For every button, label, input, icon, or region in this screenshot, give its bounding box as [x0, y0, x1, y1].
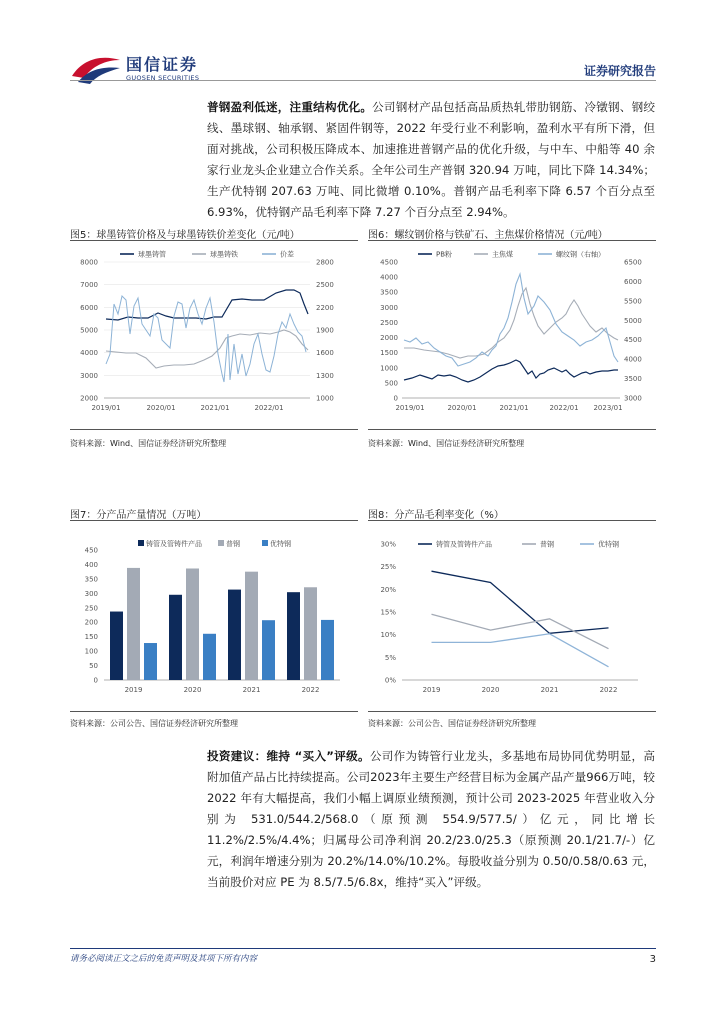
- fig6-series-coking-coal: [404, 288, 618, 358]
- fig7-bar: [228, 590, 241, 680]
- fig6-legend: [418, 250, 605, 259]
- fig7-y-tick: 400: [84, 560, 98, 569]
- fig7-bar: [262, 620, 275, 680]
- fig5-legend: [120, 250, 294, 259]
- fig8-chart: [368, 526, 656, 706]
- fig5-yr-tick: 2500: [316, 281, 334, 290]
- footer-divider: [70, 948, 656, 949]
- fig6-yl-tick: 2500: [380, 318, 398, 327]
- fig5-chart: [70, 244, 358, 424]
- fig7-y-tick: 450: [84, 546, 98, 555]
- fig7-legend-label: 优特钢: [270, 540, 291, 548]
- fig6-x-tick: 2023/01: [593, 404, 623, 412]
- fig6-yr-tick: 3000: [624, 394, 642, 403]
- fig8-y-tick: 20%: [380, 585, 396, 594]
- fig7-bottom-rule: [70, 711, 358, 712]
- fig7-y-tick: 150: [84, 633, 98, 642]
- logo-chinese-name: 国信证券: [126, 55, 199, 74]
- fig8-title: 图8：分产品毛利率变化（%）: [368, 510, 504, 521]
- fig5-yl-tick: 6000: [80, 303, 98, 312]
- fig7-bar: [203, 634, 216, 680]
- fig8-x-tick: 2022: [599, 686, 618, 694]
- fig8-y-tick: 0%: [384, 676, 396, 685]
- fig6-yl-tick: 500: [384, 379, 398, 388]
- fig6-yr-tick: 4000: [624, 355, 642, 364]
- paragraph-steel-profit: [207, 97, 655, 223]
- fig5-source: 资料来源：Wind、国信证券经济研究所整理: [70, 439, 227, 448]
- paragraph-lead: 投资建议：维持 “买入”评级。: [207, 749, 370, 763]
- fig5-series-spread: [106, 296, 306, 382]
- fig8-bottom-rule: [368, 711, 656, 712]
- paragraph-lead: 普钢盈利低迷，注重结构优化。: [207, 100, 373, 114]
- fig7-bar: [287, 592, 300, 680]
- fig6-yl-tick: 4500: [380, 258, 398, 267]
- fig6-yl-tick: 1000: [380, 364, 398, 373]
- fig6-x-tick: 2022/01: [549, 404, 579, 412]
- fig6-yl-tick: 4000: [380, 273, 398, 282]
- fig5-yl-tick: 5000: [80, 326, 98, 335]
- fig5-x-tick: 2022/01: [254, 404, 284, 412]
- fig5-yr-tick: 1000: [316, 394, 334, 403]
- fig5-yl-tick: 4000: [80, 349, 98, 358]
- fig6-top-rule: [368, 240, 656, 241]
- fig8-source: 资料来源：公司公告、国信证券经济研究所整理: [368, 719, 536, 728]
- paragraph-body: 公司作为铸管行业龙头，多基地布局协同优势明显，高附加值产品占比持续提高。公司2023年主要生产经营目标为金属产品产量966万吨，较 2022 年有大幅提高，我们小幅上调原业绩预测，预计公司 2023-2025 年营业收入分别为 531.0/544.2/568.0（原预测 554.9/577.5/）亿元，同比增长 11.2%/2.5%/4.4%；归属母公司净利润 20.2/23.0/25.3（原预测 20.1/21.7/-）亿元，利润年增速分别为 20.2%/14.0%/10.2%。每股收益分别为 0.50/0.58/0.63 元，当前股价对应 PE 为 8.5/7.5/6.8x，维持“买入”评级。: [207, 749, 655, 889]
- fig8-top-rule: [368, 520, 656, 521]
- fig6-yr-tick: 4500: [624, 336, 642, 345]
- fig6-chart: [368, 244, 656, 424]
- report-type-label: 证券研究报告: [583, 64, 656, 78]
- fig6-yr-tick: 5500: [624, 297, 642, 306]
- fig5-legend-label: 价差: [280, 250, 294, 259]
- fig7-y-tick: 300: [84, 589, 98, 598]
- fig8-x-tick: 2020: [481, 686, 500, 694]
- fig7-legend-swatch: [138, 540, 144, 546]
- fig7-legend-label: 普钢: [226, 540, 240, 548]
- fig8-y-tick: 25%: [380, 563, 396, 572]
- fig5-yr-tick: 2800: [316, 258, 334, 267]
- fig5-yr-tick: 1900: [316, 326, 334, 335]
- fig5-x-tick: 2019/01: [91, 404, 121, 412]
- fig6-legend-label: 主焦煤: [492, 250, 513, 259]
- fig7-y-tick: 100: [84, 647, 98, 656]
- fig7-bar: [110, 612, 123, 680]
- fig6-yr-tick: 5000: [624, 316, 642, 325]
- fig5-yl-tick: 8000: [80, 258, 98, 267]
- fig6-yr-tick: 6500: [624, 258, 642, 267]
- fig8-series-line: [432, 634, 609, 667]
- fig7-top-rule: [70, 520, 358, 521]
- fig5-yl-tick: 2000: [80, 394, 98, 403]
- fig8-legend-label: 优特钢: [598, 540, 619, 549]
- fig7-title: 图7：分产品产量情况（万吨）: [70, 510, 207, 521]
- fig5-x-tick: 2020/01: [146, 404, 176, 412]
- fig7-bar: [321, 620, 334, 680]
- fig7-bar: [245, 572, 258, 680]
- fig7-source: 资料来源：公司公告、国信证券经济研究所整理: [70, 719, 238, 728]
- fig5-top-rule: [70, 240, 358, 241]
- fig8-y-tick: 15%: [380, 608, 396, 617]
- fig5-yr-tick: 1600: [316, 349, 334, 358]
- fig6-yl-tick: 0: [393, 394, 398, 403]
- fig8-legend-label: 普钢: [540, 540, 554, 549]
- fig7-y-tick: 0: [93, 676, 98, 685]
- header-divider: [70, 80, 656, 81]
- fig8-y-tick: 10%: [380, 631, 396, 640]
- fig8-legend-label: 铸管及管铸件产品: [436, 540, 492, 549]
- fig7-legend-swatch: [262, 540, 268, 546]
- fig8-series-line: [432, 614, 609, 648]
- fig5-yr-tick: 1300: [316, 371, 334, 380]
- fig7-legend-label: 铸管及管铸件产品: [146, 540, 202, 548]
- fig7-legend-swatch: [218, 540, 224, 546]
- fig6-x-tick: 2021/01: [499, 404, 529, 412]
- fig6-legend-label: PB粉: [436, 250, 453, 259]
- fig8-x-tick: 2019: [422, 686, 441, 694]
- fig6-yl-tick: 1500: [380, 349, 398, 358]
- fig7-x-tick: 2020: [183, 686, 202, 694]
- fig7-y-tick: 350: [84, 575, 98, 584]
- fig6-bottom-rule: [368, 429, 656, 430]
- fig6-x-tick: 2019/01: [395, 404, 425, 412]
- fig6-yl-tick: 2000: [380, 334, 398, 343]
- fig8-y-tick: 5%: [384, 653, 396, 662]
- fig6-yl-tick: 3000: [380, 303, 398, 312]
- fig7-y-tick: 250: [84, 604, 98, 613]
- fig5-yl-tick: 7000: [80, 281, 98, 290]
- fig8-y-tick: 30%: [380, 540, 396, 549]
- fig6-x-tick: 2020/01: [447, 404, 477, 412]
- page-number: 3: [649, 954, 656, 965]
- fig5-legend-label: 球墨铸管: [138, 250, 166, 259]
- fig7-chart: [70, 526, 358, 706]
- fig7-bar: [186, 568, 199, 680]
- fig5-x-tick: 2021/01: [200, 404, 230, 412]
- fig5-legend-label: 球墨铸铁: [210, 250, 238, 259]
- company-logo: [70, 50, 220, 90]
- fig6-yr-tick: 6000: [624, 277, 642, 286]
- fig7-y-tick: 200: [84, 618, 98, 627]
- fig7-bar: [304, 587, 317, 680]
- fig7-x-tick: 2021: [242, 686, 261, 694]
- fig6-yl-tick: 3500: [380, 288, 398, 297]
- fig6-series-pb-fines: [404, 360, 618, 382]
- fig8-x-tick: 2021: [540, 686, 559, 694]
- fig6-legend-label: 螺纹钢（右轴）: [556, 250, 605, 259]
- paragraph-investment-advice: [207, 746, 655, 893]
- logo-english-name: GUOSEN SECURITIES: [126, 74, 200, 82]
- fig5-yr-tick: 2200: [316, 303, 334, 312]
- fig7-x-tick: 2022: [301, 686, 320, 694]
- fig7-bar: [144, 643, 157, 680]
- fig7-bar: [127, 568, 140, 680]
- fig5-yl-tick: 3000: [80, 371, 98, 380]
- fig6-title: 图6：螺纹钢价格与铁矿石、主焦煤价格情况（元/吨）: [368, 230, 608, 241]
- fig7-bar: [169, 595, 182, 680]
- fig6-source: 资料来源：Wind、国信证券经济研究所整理: [368, 439, 525, 448]
- fig5-title: 图5：球墨铸管价格及与球墨铸铁价差变化（元/吨）: [70, 230, 300, 241]
- fig6-yr-tick: 3500: [624, 375, 642, 384]
- fig5-bottom-rule: [70, 429, 358, 430]
- fig7-y-tick: 50: [89, 662, 98, 671]
- fig7-x-tick: 2019: [124, 686, 143, 694]
- paragraph-body: 公司钢材产品包括高品质热轧带肋钢筋、冷镦钢、钢绞线、墨球钢、轴承钢、紧固件钢等，2022 年受行业不利影响，盈利水平有所下滑，但面对挑战，公司积极压降成本、加速推进普钢产品的优化升级，与中车、中船等 40 余家行业龙头企业建立合作关系。全年公司生产普钢 320.94 万吨，同比下降 14.34%；生产优特钢 207.63 万吨、同比微增 0.10%。普钢产品毛利率下降 6.57 个百分点至 6.93%，优特钢产品毛利率下降 7.27 个百分点至 2.94%。: [207, 100, 655, 219]
- footer-disclaimer: 请务必阅读正文之后的免责声明及其项下所有内容: [70, 954, 258, 964]
